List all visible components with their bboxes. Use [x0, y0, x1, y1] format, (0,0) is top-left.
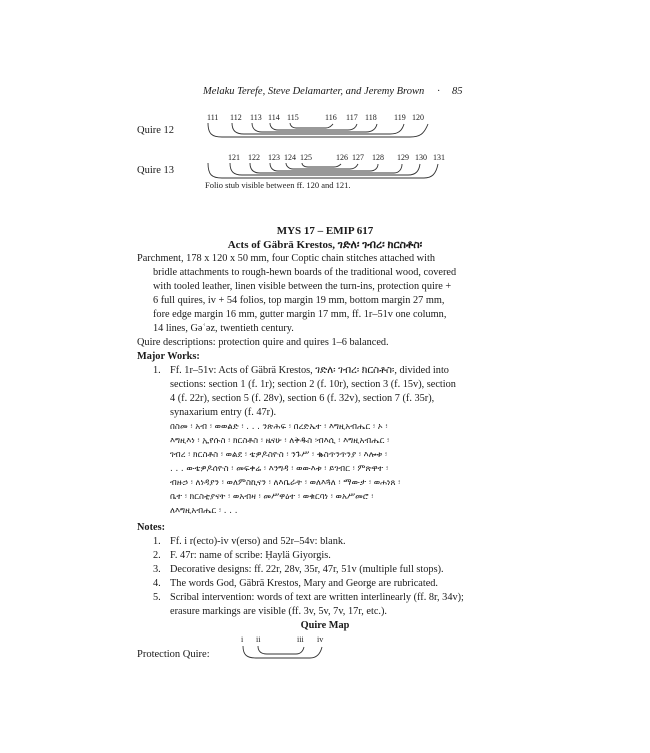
quire13-folio: 124 [284, 153, 296, 162]
quire13-folio: 130 [415, 153, 427, 162]
quire13-folio: 123 [268, 153, 280, 162]
quire13-sewing-diagram [200, 160, 450, 182]
note-line: Ff. i r(ecto)-iv v(erso) and 52r–54v: blank. [170, 536, 346, 547]
list-number: 2. [153, 550, 161, 561]
major-work-line: 4 (f. 22r), section 5 (f. 28v), section 6 (f. 32v), section 7 (f. 35r), [170, 393, 435, 404]
quire13-bifolium [250, 163, 402, 173]
quire13-folio: 129 [397, 153, 409, 162]
quire13-bifolium [286, 163, 358, 169]
quire12-folio: 115 [287, 113, 299, 122]
quire12-bifolium [270, 123, 357, 130]
quire12-sewing-diagram [200, 120, 440, 142]
quire12-folio: 113 [250, 113, 262, 122]
manuscript-title: Acts of Gäbrä Krestos, ገድለ፡ ገብረ፡ ክርስቶስ፡ [227, 239, 423, 251]
list-number: 1. [153, 365, 161, 376]
page-number: 85 [452, 86, 463, 97]
quire12-folio: 120 [412, 113, 424, 122]
folio-stub-note: Folio stub visible between ff. 120 and 121. [205, 180, 351, 190]
notes-heading: Notes: [137, 522, 166, 533]
note-line: F. 47r: name of scribe: Ḥaylä Giyorgis. [170, 550, 331, 561]
quire13-folio: 131 [433, 153, 445, 162]
quire12-folio: 114 [268, 113, 280, 122]
ethiopic-incipit-line: ገብረ ፡ ክርስቶስ ፡ ወልደ ፡ ቴዎዶስዮስ ፡ ንጉሥ ፡ ቈስጥንጥንያ ፡ እሎቱ ፡ [170, 450, 388, 460]
quire13-folio: 121 [228, 153, 240, 162]
major-work-line: Ff. 1r–51v: Acts of Gäbrä Krestos, ገድለ፡ ገብረ፡ ክርስቶስ፡, divided into [170, 365, 449, 376]
quire13-label: Quire 13 [137, 165, 175, 176]
ethiopic-incipit-line: ብዙኃ ፡ ለነዳያን ፡ ወለምስኪናን ፡ ለእቤራት ፡ ወለእጓለ ፡ ማውታ ፡ ወሐነጸ ፡ [170, 478, 401, 488]
description-line: Parchment, 178 x 120 x 50 mm, four Coptic chain stitches attached with [137, 253, 435, 264]
quire13-folio: 126 [336, 153, 348, 162]
quire12-folio: 116 [325, 113, 337, 122]
description-line: bridle attachments to rough-hewn boards of the traditional wood, covered [153, 267, 457, 278]
manuscript-id: MYS 17 – EMIP 617 [276, 225, 374, 237]
running-header: Melaku Terefe, Steve Delamarter, and Jeremy Brown [203, 86, 425, 97]
quire12-label: Quire 12 [137, 125, 175, 136]
protection-quire-label: Protection Quire: [137, 649, 210, 660]
list-number: 5. [153, 592, 161, 603]
protection-quire-diagram [236, 643, 331, 663]
quire12-bifolium [290, 123, 333, 128]
list-number: 4. [153, 578, 161, 589]
protection-folio: iv [317, 635, 324, 644]
quire13-bifolium [302, 163, 341, 167]
note-line: erasure markings are visible (ff. 3v, 5v, 7v, 17r, etc.). [170, 606, 387, 617]
quire12-folio: 117 [346, 113, 358, 122]
quire13-folio: 128 [372, 153, 384, 162]
description-line: fore edge margin 16 mm, gutter margin 17 mm, ff. 1r–51v one column, [153, 309, 447, 320]
protection-folio: i [241, 635, 244, 644]
quire12-folio: 111 [207, 113, 219, 122]
quire12-folio: 119 [394, 113, 406, 122]
quire13-folio: 127 [352, 153, 364, 162]
quire13-bifolium [208, 163, 438, 178]
ethiopic-incipit-line: ለእግዚአብሔር ፡ . . . [170, 506, 238, 516]
description-line: with tooled leather, linen visible between the turn-ins, protection quire + [153, 281, 452, 292]
quire12-folio: 112 [230, 113, 242, 122]
header-separator: · [437, 86, 441, 97]
quire-map-heading: Quire Map [300, 620, 350, 631]
major-work-line: synaxarium entry (f. 47r). [170, 407, 277, 418]
description-line: 6 full quires, iv + 54 folios, top margin 19 mm, bottom margin 27 mm, [153, 295, 445, 306]
list-number: 1. [153, 536, 161, 547]
ethiopic-incipit-line: በስመ ፡ አብ ፡ ወወልድ ፡ . . . ንጽሕፍ ፡ በረድኤተ ፡ እግዚአብሔር ፡ ኦ ፡ [170, 422, 388, 432]
quire13-folio: 122 [248, 153, 260, 162]
protection-folio: iii [297, 635, 304, 644]
quire13-folio: 125 [300, 153, 312, 162]
list-number: 3. [153, 564, 161, 575]
note-line: Decorative designs: ff. 22r, 28v, 35r, 47r, 51v (multiple full stops). [170, 564, 444, 575]
protection-bifolium [258, 646, 304, 654]
quire-descriptions: Quire descriptions: protection quire and quires 1–6 balanced. [137, 337, 389, 348]
quire12-folio: 118 [365, 113, 377, 122]
major-work-line: sections: section 1 (f. 1r); section 2 (f. 10r), section 3 (f. 15v), section [170, 379, 456, 390]
ethiopic-incipit-line: . . . ውቴዎዶሰዮስ ፡ መፍቀሬ ፡ እንግዳ ፡ ወውእቱ ፡ ይገብር ፡ ምጽዋተ ፡ [170, 464, 389, 474]
note-line: The words God, Gäbrä Krestos, Mary and George are rubricated. [170, 578, 439, 589]
description-line: 14 lines, Gəʿəz, twentieth century. [153, 323, 294, 334]
ethiopic-incipit-line: ቤተ ፡ ክርስቲያናት ፡ ወአብዛ ፡ መሥዋዕተ ፡ ወቁርባነ ፡ ወአሥመሮ ፡ [170, 492, 374, 502]
quire12-bifolium [252, 123, 377, 132]
note-line: Scribal intervention: words of text are written interlinearly (ff. 8r, 34v); [170, 592, 464, 603]
protection-bifolium [243, 646, 322, 658]
major-works-heading: Major Works: [137, 351, 200, 362]
ethiopic-incipit-line: እግዚእነ ፡ ኢየሱስ ፡ ክርስቶስ ፡ ዜናሁ ፡ ለቅዱስ ፡ብእሲ ፡ እግዚአብሔር ፡ [170, 436, 390, 446]
protection-folio: ii [256, 635, 261, 644]
